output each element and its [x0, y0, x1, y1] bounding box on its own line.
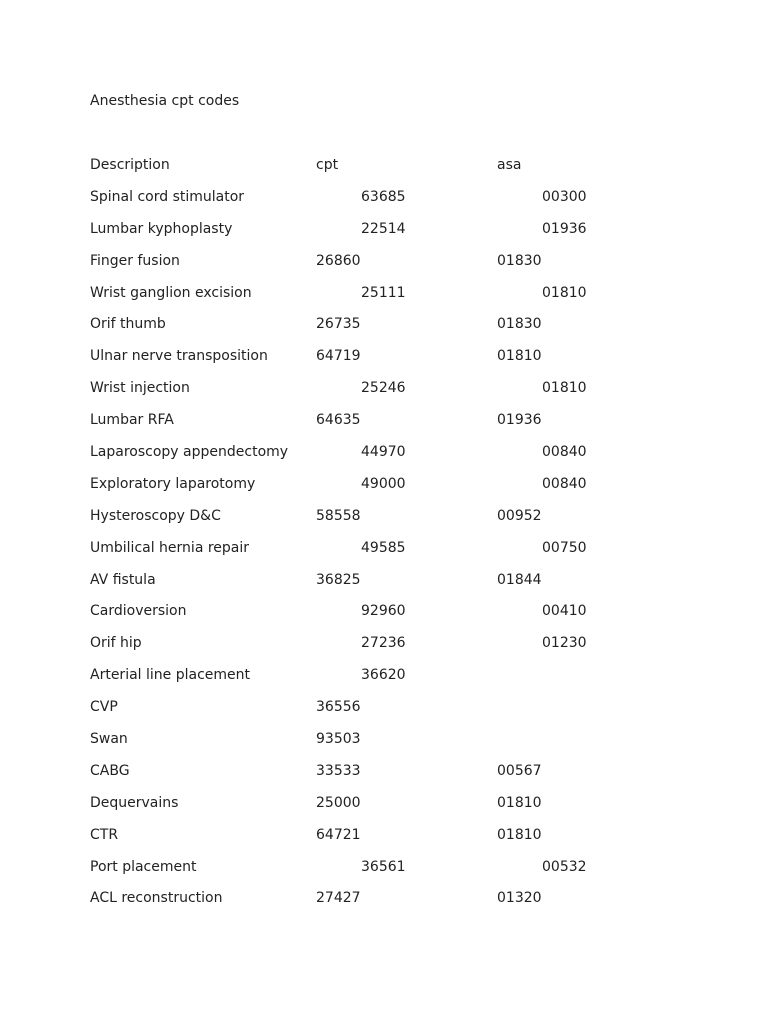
row-cpt-code: 22514 [361, 220, 406, 237]
row-cpt-code: 36556 [316, 699, 361, 716]
table-row [90, 442, 690, 474]
table-row [90, 187, 690, 219]
row-description: CVP [90, 699, 118, 716]
row-cpt-code: 27427 [316, 890, 361, 907]
row-cpt-code: 36561 [361, 858, 406, 875]
table-row [90, 378, 690, 410]
row-asa-code: 01830 [497, 252, 542, 269]
row-description: Orif hip [90, 635, 142, 652]
row-description: Wrist ganglion excision [90, 284, 252, 301]
row-asa-code: 01936 [497, 412, 542, 429]
row-description: CTR [90, 826, 119, 843]
table-row [90, 538, 690, 570]
row-asa-code: 00840 [542, 444, 587, 461]
row-cpt-code: 64635 [316, 412, 361, 429]
table-row [90, 410, 690, 442]
table-row [90, 506, 690, 538]
row-asa-code: 01810 [497, 348, 542, 365]
row-description: Hysteroscopy D&C [90, 507, 221, 524]
row-description: Swan [90, 731, 128, 748]
row-description: Dequervains [90, 794, 179, 811]
row-cpt-code: 26735 [316, 316, 361, 333]
row-cpt-code: 25000 [316, 794, 361, 811]
table-row [90, 697, 690, 729]
table-row [90, 729, 690, 761]
row-asa-code: 00532 [542, 858, 587, 875]
row-cpt-code: 44970 [361, 444, 406, 461]
table-row [90, 346, 690, 378]
row-cpt-code: 49585 [361, 539, 406, 556]
row-cpt-code: 93503 [316, 731, 361, 748]
row-description: AV fistula [90, 571, 156, 588]
row-description: Exploratory laparotomy [90, 475, 256, 492]
table-row [90, 825, 690, 857]
row-asa-code: 01230 [542, 635, 587, 652]
row-asa-code: 01936 [542, 220, 587, 237]
table-row [90, 665, 690, 697]
row-cpt-code: 64721 [316, 826, 361, 843]
row-description: Umbilical hernia repair [90, 539, 250, 556]
table-header-row [90, 155, 690, 187]
row-cpt-code: 92960 [361, 603, 406, 620]
table-row [90, 570, 690, 602]
cpt-code-table [90, 155, 690, 920]
row-asa-code: 01810 [497, 826, 542, 843]
row-cpt-code: 26860 [316, 252, 361, 269]
row-description: CABG [90, 762, 130, 779]
row-asa-code: 01810 [497, 794, 542, 811]
row-description: Finger fusion [90, 252, 180, 269]
row-cpt-code: 64719 [316, 348, 361, 365]
table-body [90, 187, 690, 920]
row-cpt-code: 27236 [361, 635, 406, 652]
row-description: Arterial line placement [90, 667, 250, 684]
row-asa-code: 01810 [542, 284, 587, 301]
table-row [90, 219, 690, 251]
row-cpt-code: 33533 [316, 762, 361, 779]
header-asa: asa [497, 157, 522, 173]
row-asa-code: 00750 [542, 539, 587, 556]
row-asa-code: 00410 [542, 603, 587, 620]
row-description: ACL reconstruction [90, 890, 223, 907]
row-asa-code: 00840 [542, 475, 587, 492]
row-description: Orif thumb [90, 316, 166, 333]
row-cpt-code: 49000 [361, 475, 406, 492]
table-row [90, 474, 690, 506]
table-row [90, 314, 690, 346]
table-row [90, 633, 690, 665]
table-row [90, 793, 690, 825]
row-description: Port placement [90, 858, 197, 875]
table-row [90, 601, 690, 633]
row-description: Cardioversion [90, 603, 187, 620]
row-description: Spinal cord stimulator [90, 188, 245, 205]
table-row [90, 283, 690, 315]
table-row [90, 761, 690, 793]
row-description: Laparoscopy appendectomy [90, 444, 289, 461]
table-row [90, 888, 690, 920]
row-asa-code: 01810 [542, 380, 587, 397]
row-asa-code: 00952 [497, 507, 542, 524]
header-cpt: cpt [316, 157, 339, 173]
document-title: Anesthesia cpt codes [90, 93, 240, 109]
row-description: Ulnar nerve transposition [90, 348, 268, 365]
row-description: Lumbar kyphoplasty [90, 220, 233, 237]
row-asa-code: 00567 [497, 762, 542, 779]
row-asa-code: 01320 [497, 890, 542, 907]
table-row [90, 857, 690, 889]
row-cpt-code: 36620 [361, 667, 406, 684]
row-asa-code: 01830 [497, 316, 542, 333]
table-row [90, 251, 690, 283]
header-description: Description [90, 157, 170, 173]
row-cpt-code: 63685 [361, 188, 406, 205]
row-cpt-code: 25246 [361, 380, 406, 397]
row-description: Lumbar RFA [90, 412, 174, 429]
row-cpt-code: 25111 [361, 284, 406, 301]
row-asa-code: 01844 [497, 571, 542, 588]
row-cpt-code: 36825 [316, 571, 361, 588]
row-cpt-code: 58558 [316, 507, 361, 524]
row-description: Wrist injection [90, 380, 190, 397]
row-asa-code: 00300 [542, 188, 587, 205]
